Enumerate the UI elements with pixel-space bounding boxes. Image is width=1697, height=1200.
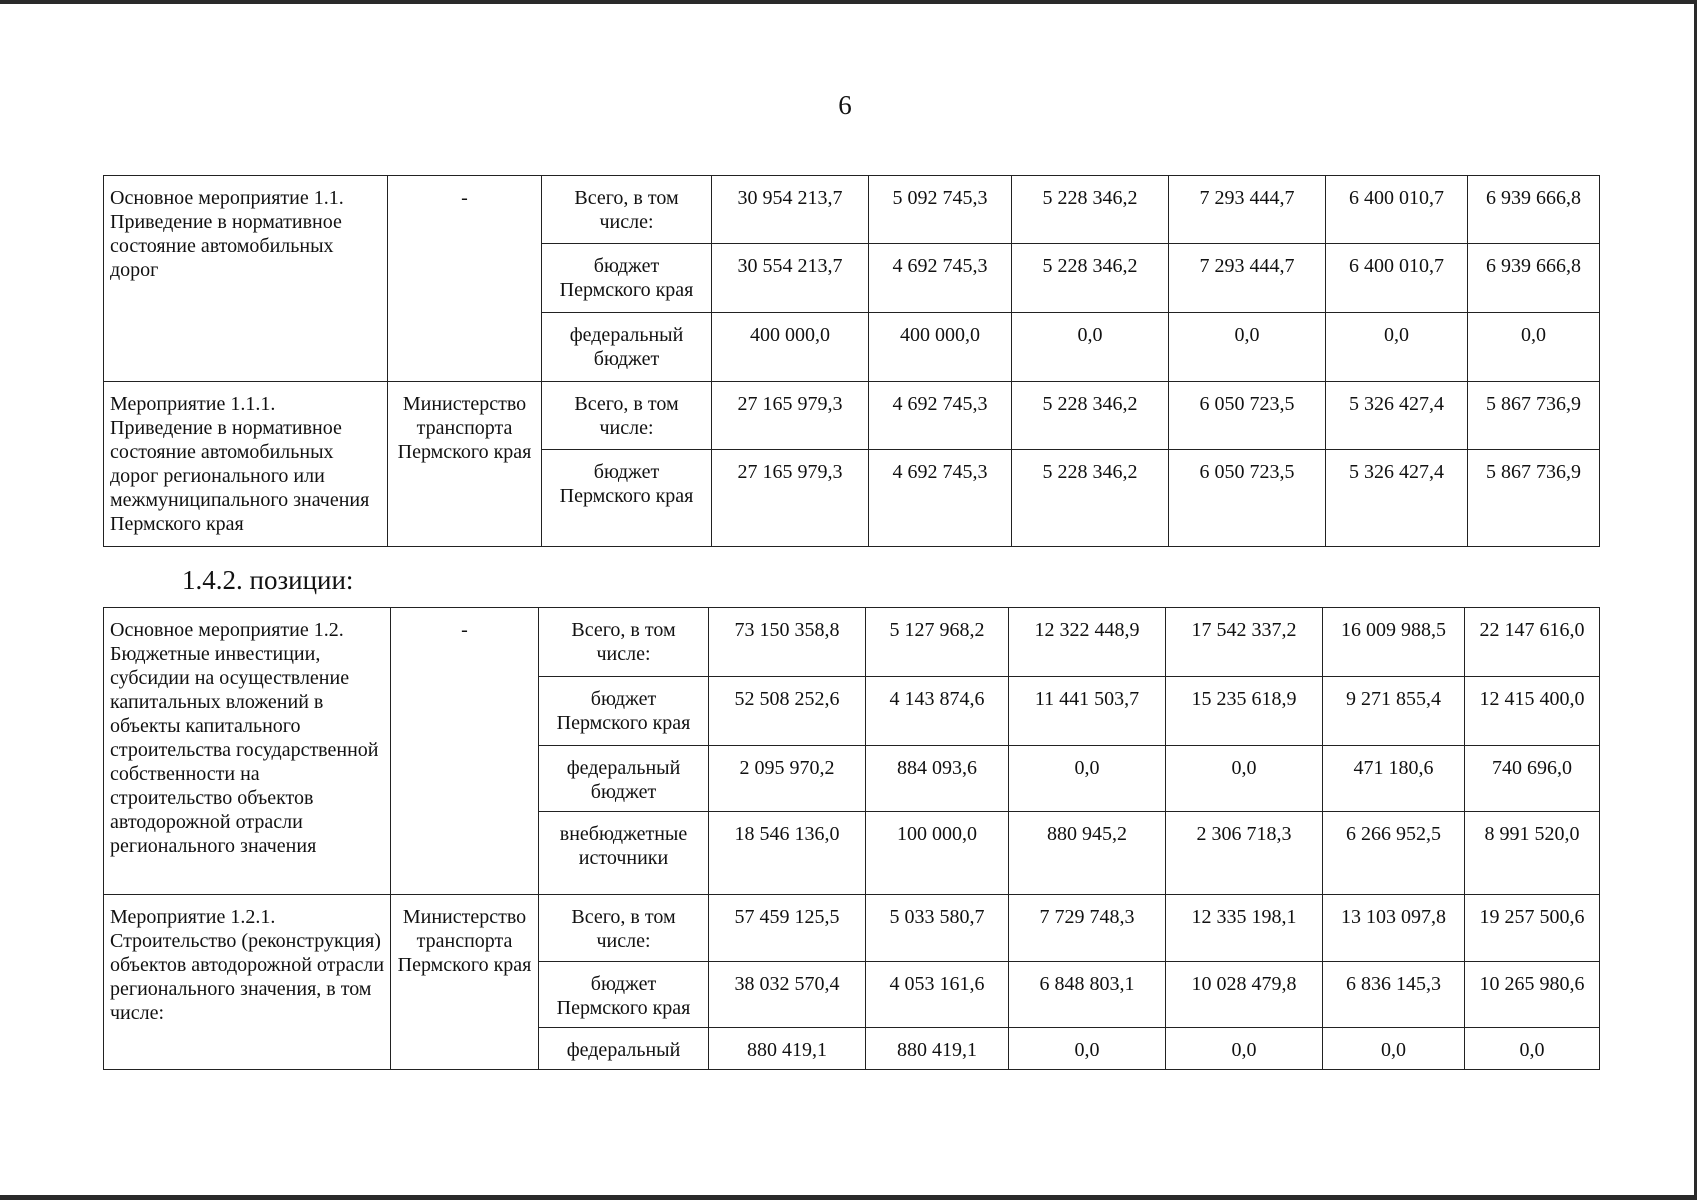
amount-cell: 0,0 — [1166, 1028, 1323, 1070]
funding-source-cell: внебюджетные источники — [539, 812, 709, 895]
amount-cell: 22 147 616,0 — [1465, 608, 1600, 677]
amount-cell: 12 415 400,0 — [1465, 677, 1600, 746]
amount-cell: 30 554 213,7 — [712, 244, 869, 313]
funding-source-cell: бюджет Пермского края — [542, 244, 712, 313]
amount-cell: 27 165 979,3 — [712, 450, 869, 547]
amount-cell: 5 326 427,4 — [1326, 382, 1468, 450]
amount-cell: 5 228 346,2 — [1012, 176, 1169, 244]
amount-cell: 4 053 161,6 — [866, 962, 1009, 1028]
amount-cell: 880 419,1 — [709, 1028, 866, 1070]
page-number: 6 — [838, 90, 852, 120]
amount-cell: 4 143 874,6 — [866, 677, 1009, 746]
amount-cell: 18 546 136,0 — [709, 812, 866, 895]
amount-cell: 4 692 745,3 — [869, 382, 1012, 450]
amount-cell: 9 271 855,4 — [1323, 677, 1465, 746]
table-row — [104, 895, 1600, 962]
amount-cell: 5 326 427,4 — [1326, 450, 1468, 547]
amount-cell: 8 991 520,0 — [1465, 812, 1600, 895]
funding-source-cell: бюджет Пермского края — [542, 450, 712, 547]
amount-cell: 6 848 803,1 — [1009, 962, 1166, 1028]
budget-table-1 — [103, 175, 1600, 547]
table-row — [104, 176, 1600, 244]
measure-name-cell: Основное мероприятие 1.1. Приведение в нормативное состояние автомобильных дорог — [104, 176, 388, 382]
funding-source-cell: Всего, в том числе: — [539, 608, 709, 677]
table-row — [104, 382, 1600, 450]
amount-cell: 52 508 252,6 — [709, 677, 866, 746]
amount-cell: 6 050 723,5 — [1169, 450, 1326, 547]
amount-cell: 2 306 718,3 — [1166, 812, 1323, 895]
amount-cell: 0,0 — [1326, 313, 1468, 382]
amount-cell: 5 033 580,7 — [866, 895, 1009, 962]
amount-cell: 73 150 358,8 — [709, 608, 866, 677]
amount-cell: 400 000,0 — [712, 313, 869, 382]
funding-source-cell: Всего, в том числе: — [542, 382, 712, 450]
amount-cell: 13 103 097,8 — [1323, 895, 1465, 962]
funding-source-cell: Всего, в том числе: — [542, 176, 712, 244]
amount-cell: 5 092 745,3 — [869, 176, 1012, 244]
amount-cell: 5 867 736,9 — [1468, 382, 1600, 450]
amount-cell: 0,0 — [1468, 313, 1600, 382]
amount-cell: 6 836 145,3 — [1323, 962, 1465, 1028]
amount-cell: 740 696,0 — [1465, 746, 1600, 812]
amount-cell: 5 228 346,2 — [1012, 382, 1169, 450]
amount-cell: 0,0 — [1009, 746, 1166, 812]
amount-cell: 5 127 968,2 — [866, 608, 1009, 677]
amount-cell: 0,0 — [1169, 313, 1326, 382]
amount-cell: 4 692 745,3 — [869, 450, 1012, 547]
amount-cell: 2 095 970,2 — [709, 746, 866, 812]
funding-source-cell: федеральный бюджет — [539, 746, 709, 812]
amount-cell: 27 165 979,3 — [712, 382, 869, 450]
amount-cell: 884 093,6 — [866, 746, 1009, 812]
amount-cell: 6 266 952,5 — [1323, 812, 1465, 895]
executor-cell: Министерство транспорта Пермского края — [391, 895, 539, 1070]
amount-cell: 5 867 736,9 — [1468, 450, 1600, 547]
funding-source-cell: бюджет Пермского края — [539, 677, 709, 746]
funding-source-cell: Всего, в том числе: — [539, 895, 709, 962]
measure-name-cell: Мероприятие 1.2.1. Строительство (реконструкция) объектов автодорожной отрасли регионального значения, в том числе: — [104, 895, 391, 1070]
amount-cell: 6 939 666,8 — [1468, 176, 1600, 244]
amount-cell: 12 322 448,9 — [1009, 608, 1166, 677]
amount-cell: 16 009 988,5 — [1323, 608, 1465, 677]
measure-name-cell: Мероприятие 1.1.1. Приведение в нормативное состояние автомобильных дорог регионального или межмуниципального значения Пермского края — [104, 382, 388, 547]
amount-cell: 6 400 010,7 — [1326, 244, 1468, 313]
amount-cell: 0,0 — [1009, 1028, 1166, 1070]
executor-cell: Министерство транспорта Пермского края — [388, 382, 542, 547]
funding-source-cell: федеральный — [539, 1028, 709, 1070]
amount-cell: 6 939 666,8 — [1468, 244, 1600, 313]
amount-cell: 100 000,0 — [866, 812, 1009, 895]
amount-cell: 0,0 — [1166, 746, 1323, 812]
executor-cell: - — [388, 176, 542, 382]
table-row — [104, 608, 1600, 677]
amount-cell: 10 028 479,8 — [1166, 962, 1323, 1028]
amount-cell: 12 335 198,1 — [1166, 895, 1323, 962]
amount-cell: 0,0 — [1323, 1028, 1465, 1070]
amount-cell: 11 441 503,7 — [1009, 677, 1166, 746]
amount-cell: 400 000,0 — [869, 313, 1012, 382]
amount-cell: 15 235 618,9 — [1166, 677, 1323, 746]
budget-table-2 — [103, 607, 1600, 1070]
amount-cell: 30 954 213,7 — [712, 176, 869, 244]
amount-cell: 880 945,2 — [1009, 812, 1166, 895]
amount-cell: 880 419,1 — [866, 1028, 1009, 1070]
scan-border-bottom — [0, 1195, 1697, 1200]
amount-cell: 6 050 723,5 — [1169, 382, 1326, 450]
funding-source-cell: бюджет Пермского края — [539, 962, 709, 1028]
funding-source-cell: федеральный бюджет — [542, 313, 712, 382]
amount-cell: 17 542 337,2 — [1166, 608, 1323, 677]
amount-cell: 6 400 010,7 — [1326, 176, 1468, 244]
measure-name-cell: Основное мероприятие 1.2. Бюджетные инвестиции, субсидии на осуществление капитальных вложений в объекты капитального строительства государственной собственности на строительство объектов автодорожной отрасли регионального значения — [104, 608, 391, 895]
amount-cell: 10 265 980,6 — [1465, 962, 1600, 1028]
amount-cell: 0,0 — [1465, 1028, 1600, 1070]
scan-border-top — [0, 0, 1697, 4]
amount-cell: 19 257 500,6 — [1465, 895, 1600, 962]
amount-cell: 57 459 125,5 — [709, 895, 866, 962]
amount-cell: 7 293 444,7 — [1169, 244, 1326, 313]
executor-cell: - — [391, 608, 539, 895]
amount-cell: 4 692 745,3 — [869, 244, 1012, 313]
amount-cell: 5 228 346,2 — [1012, 244, 1169, 313]
amount-cell: 471 180,6 — [1323, 746, 1465, 812]
section-heading: 1.4.2. позиции: — [182, 565, 354, 595]
amount-cell: 7 729 748,3 — [1009, 895, 1166, 962]
amount-cell: 38 032 570,4 — [709, 962, 866, 1028]
amount-cell: 5 228 346,2 — [1012, 450, 1169, 547]
amount-cell: 7 293 444,7 — [1169, 176, 1326, 244]
amount-cell: 0,0 — [1012, 313, 1169, 382]
